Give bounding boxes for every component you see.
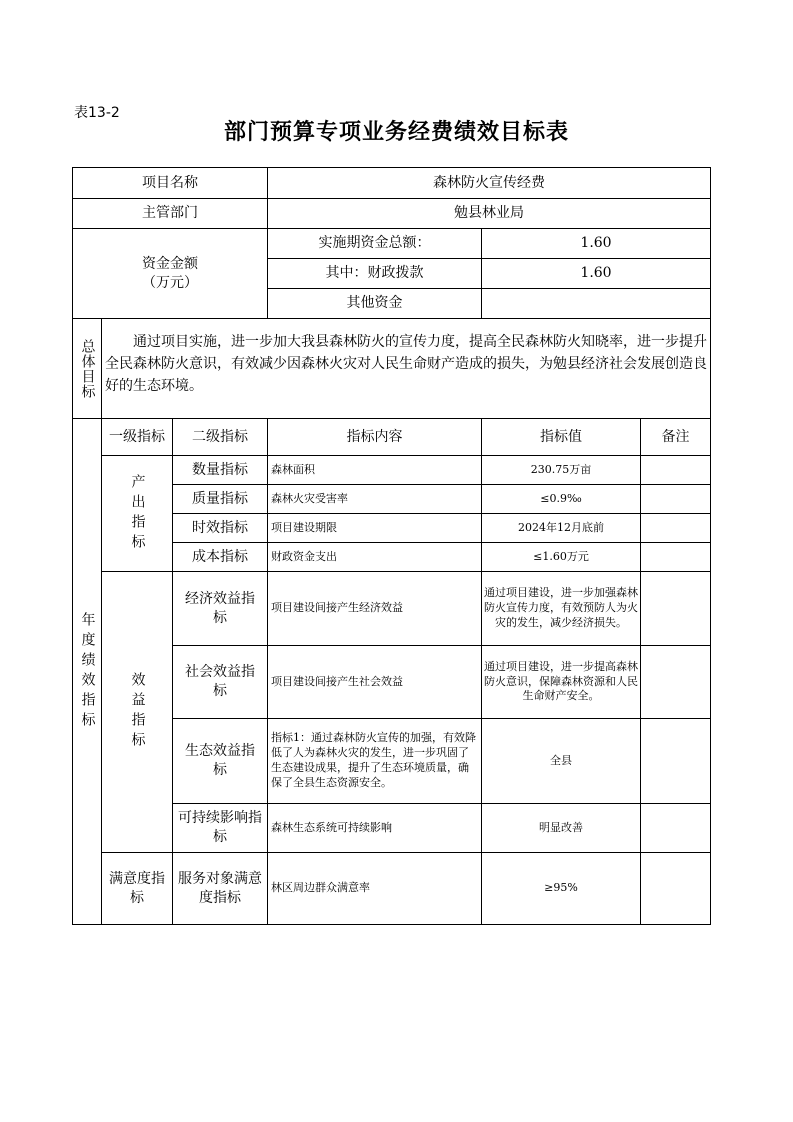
row-ecological-value: 全县 [550, 753, 572, 767]
row-cost-value: ≤1.60万元 [533, 549, 589, 563]
department-value: 勉县林业局 [454, 205, 524, 222]
overall-goal-label: 总体目标 [79, 338, 96, 399]
row-timeliness-note [641, 514, 710, 542]
project-name-value: 森林防火宣传经费 [433, 174, 545, 191]
header-content: 指标内容 [346, 428, 403, 445]
row-quantity-note [641, 456, 710, 484]
row-quantity-level2: 数量指标 [192, 461, 248, 478]
row-service-note [641, 853, 710, 924]
row-ecological-content: 指标1：通过森林防火宣传的加强，有效降低了人为森林火灾的发生，进一步巩固了生态建设成果，提升了生态环境质量，确保了全县生态资源安全。 [271, 731, 476, 789]
row-timeliness-value: 2024年12月底前 [518, 520, 604, 534]
row-timeliness-content: 项目建设期限 [271, 520, 337, 534]
header-value: 指标值 [540, 428, 582, 445]
row-sustainable-value: 明显改善 [539, 820, 583, 834]
header-level1: 一级指标 [109, 428, 165, 445]
row-quantity-content: 森林面积 [271, 462, 315, 476]
funds-label: 资金金额 [142, 255, 198, 272]
satisfaction-indicators-group: 满意度指标 [109, 870, 165, 906]
row-economic-level2: 经济效益指标 [185, 590, 255, 626]
annual-indicators-label: 年度绩效指标 [79, 611, 96, 732]
row-economic-content: 项目建设间接产生经济效益 [271, 601, 403, 615]
row-economic-value: 通过项目建设，进一步加强森林防火宣传力度，有效预防人为火灾的发生，减少经济损失。 [484, 586, 638, 629]
row-social-value: 通过项目建设，进一步提高森林防火意识，保障森林资源和人民生命财产安全。 [484, 659, 638, 703]
row-quality-content: 森林火灾受害率 [271, 491, 348, 505]
row-service-value: ≥95% [544, 881, 578, 895]
total-funds-value: 1.60 [580, 235, 612, 252]
row-social-note [641, 646, 710, 718]
fiscal-funds-label: 其中：财政拨款 [325, 265, 424, 282]
funds-unit: （万元） [142, 274, 198, 291]
header-level2: 二级指标 [192, 428, 248, 445]
row-quantity-value: 230.75万亩 [530, 462, 592, 476]
overall-goal-text: 通过项目实施，进一步加大我县森林防火的宣传力度，提高全民森林防火知晓率，进一步提升全民森林防火意识，有效减少因森林火灾对人民生命财产造成的损失，为勉县经济社会发展创造良好的生态环境。 [105, 334, 707, 394]
row-quality-note [641, 485, 710, 513]
project-name-label: 项目名称 [142, 174, 198, 191]
row-economic-note [641, 572, 710, 645]
row-cost-content: 财政资金支出 [271, 549, 337, 563]
row-social-level2: 社会效益指标 [185, 664, 255, 699]
header-note: 备注 [661, 428, 690, 445]
output-indicators-group: 产出指标 [129, 473, 146, 554]
other-funds-label: 其他资金 [346, 295, 403, 312]
row-sustainable-note [641, 804, 710, 852]
row-service-content: 林区周边群众满意率 [271, 881, 370, 895]
fiscal-funds-value: 1.60 [580, 265, 612, 282]
row-ecological-note [641, 719, 710, 803]
row-quality-value: ≤0.9‰ [540, 491, 582, 505]
row-cost-note [641, 543, 710, 571]
row-quality-level2: 质量指标 [192, 490, 248, 507]
table-number: 表13-2 [74, 105, 120, 121]
row-sustainable-level2: 可持续影响指标 [178, 810, 262, 845]
funds-label-cell [73, 229, 267, 318]
row-service-level2: 服务对象满意度指标 [178, 870, 262, 906]
total-funds-label: 实施期资金总额： [318, 235, 431, 252]
page-title: 部门预算专项业务经费绩效目标表 [223, 119, 569, 145]
benefit-indicators-group: 效益指标 [129, 672, 146, 752]
row-timeliness-level2: 时效指标 [192, 519, 248, 536]
other-funds-value [482, 289, 710, 318]
department-label: 主管部门 [142, 205, 198, 222]
row-sustainable-content: 森林生态系统可持续影响 [271, 820, 392, 834]
row-social-content: 项目建设间接产生社会效益 [271, 674, 403, 688]
row-cost-level2: 成本指标 [192, 548, 248, 565]
row-ecological-level2: 生态效益指标 [185, 743, 255, 778]
